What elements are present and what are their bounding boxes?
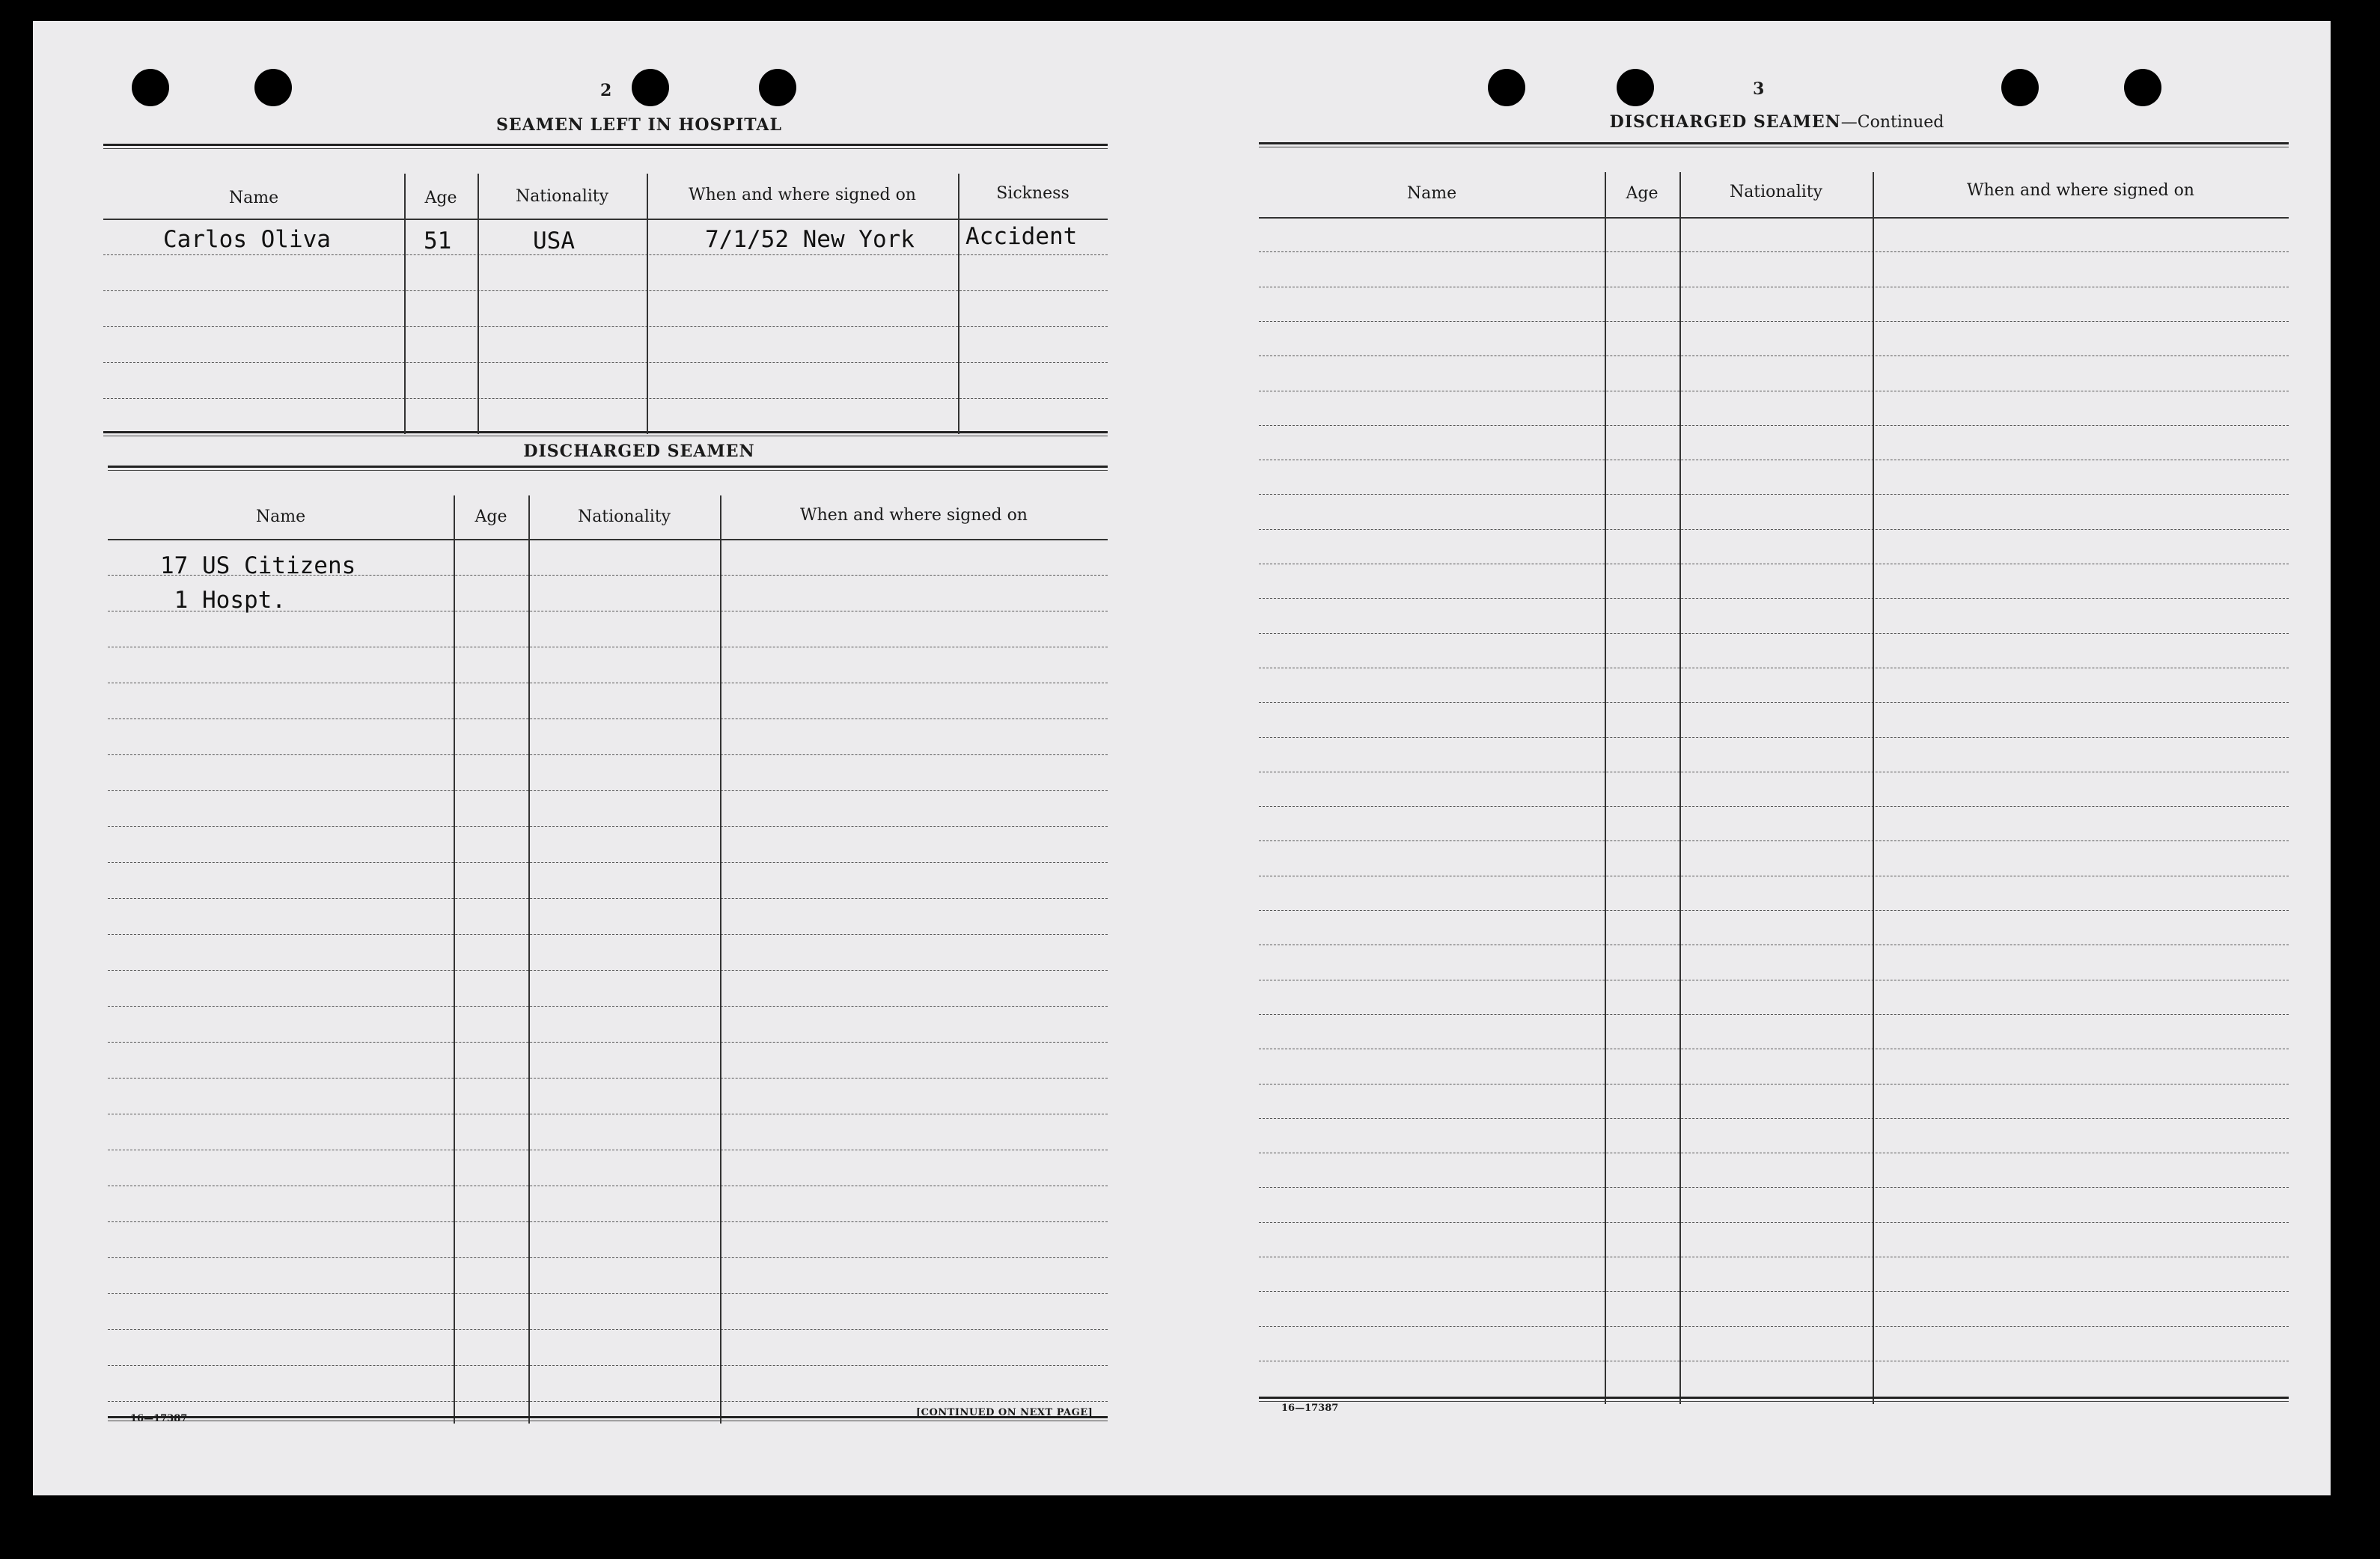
punch-hole	[254, 69, 292, 106]
hospital-section-title: SEAMEN LEFT IN HOSPITAL	[496, 115, 782, 135]
ruled-line	[1259, 806, 2289, 807]
ruled-line	[108, 1042, 1108, 1043]
ruled-line	[108, 1257, 1108, 1258]
hospital-age: 51	[424, 228, 452, 254]
hospital-name: Carlos Oliva	[163, 226, 331, 253]
ruled-line	[1259, 425, 2289, 426]
form-number-right: 16—17387	[1281, 1403, 1339, 1414]
ruled-line	[108, 970, 1108, 971]
ledger-sheet	[33, 21, 2331, 1495]
ruled-line	[108, 539, 1108, 540]
col-header-nationality: Nationality	[1729, 183, 1823, 201]
discharged-table-right	[1259, 142, 2289, 1407]
punch-hole	[2001, 69, 2039, 106]
ruled-line	[108, 862, 1108, 863]
col-header-signed-on: When and where signed on	[689, 186, 916, 204]
form-number-left: 16—17387	[130, 1413, 188, 1424]
punch-hole	[132, 69, 169, 106]
col-header-signed-on: When and where signed on	[800, 506, 1028, 525]
ruled-line	[1259, 840, 2289, 841]
hospital-sickness: Accident	[965, 223, 1078, 250]
page-number-right: 3	[1753, 79, 1765, 99]
punch-hole	[632, 69, 669, 106]
ruled-line	[1259, 633, 2289, 634]
ruled-line	[108, 1293, 1108, 1294]
ruled-line	[1259, 321, 2289, 322]
col-header-age: Age	[1626, 184, 1659, 203]
hospital-nationality: USA	[533, 228, 575, 254]
ruled-line	[1259, 251, 2289, 252]
col-header-nationality: Nationality	[577, 507, 671, 526]
col-header-name: Name	[1406, 184, 1457, 203]
discharged-section-title-left: DISCHARGED SEAMEN	[523, 442, 755, 461]
ruled-line	[1259, 1326, 2289, 1327]
punch-hole	[1617, 69, 1654, 106]
col-header-signed-on: When and where signed on	[1967, 181, 2194, 200]
col-header-name: Name	[255, 507, 306, 526]
ruled-line	[108, 1365, 1108, 1366]
ruled-line	[108, 934, 1108, 935]
ruled-line	[108, 1329, 1108, 1330]
col-header-name: Name	[228, 189, 279, 207]
punch-hole	[2124, 69, 2161, 106]
ruled-line	[1259, 1187, 2289, 1188]
ruled-line	[108, 898, 1108, 899]
page-number-left: 2	[600, 81, 612, 100]
ruled-line	[108, 1006, 1108, 1007]
discharged-table-left	[108, 466, 1108, 1431]
ruled-line	[108, 1401, 1108, 1402]
continued-note: [CONTINUED ON NEXT PAGE]	[916, 1407, 1093, 1418]
ruled-line	[108, 1221, 1108, 1222]
ruled-line	[108, 790, 1108, 791]
ruled-line	[1259, 737, 2289, 738]
ruled-line	[1259, 529, 2289, 530]
ruled-line	[1259, 1222, 2289, 1223]
ruled-line	[1259, 598, 2289, 599]
discharged-section-title-right: DISCHARGED SEAMEN—Continued	[1609, 112, 1944, 132]
ruled-line	[1259, 910, 2289, 911]
col-header-age: Age	[424, 189, 457, 207]
col-header-age: Age	[475, 507, 507, 526]
ruled-line	[108, 826, 1108, 827]
punch-hole	[1488, 69, 1525, 106]
ruled-line	[1259, 1291, 2289, 1292]
discharged-entry: 1 Hospt.	[160, 587, 286, 614]
ruled-line	[1259, 494, 2289, 495]
hospital-table	[103, 144, 1108, 437]
ruled-line	[1259, 1014, 2289, 1015]
punch-hole	[759, 69, 796, 106]
ruled-line	[108, 754, 1108, 755]
col-header-nationality: Nationality	[515, 187, 609, 206]
ruled-line	[108, 1078, 1108, 1079]
ruled-line	[1259, 1118, 2289, 1119]
col-header-sickness: Sickness	[996, 184, 1070, 203]
ruled-line	[1259, 702, 2289, 703]
hospital-signed-on: 7/1/52 New York	[705, 226, 915, 253]
ruled-line	[1259, 217, 2289, 219]
discharged-entry: 17 US Citizens	[160, 552, 356, 579]
